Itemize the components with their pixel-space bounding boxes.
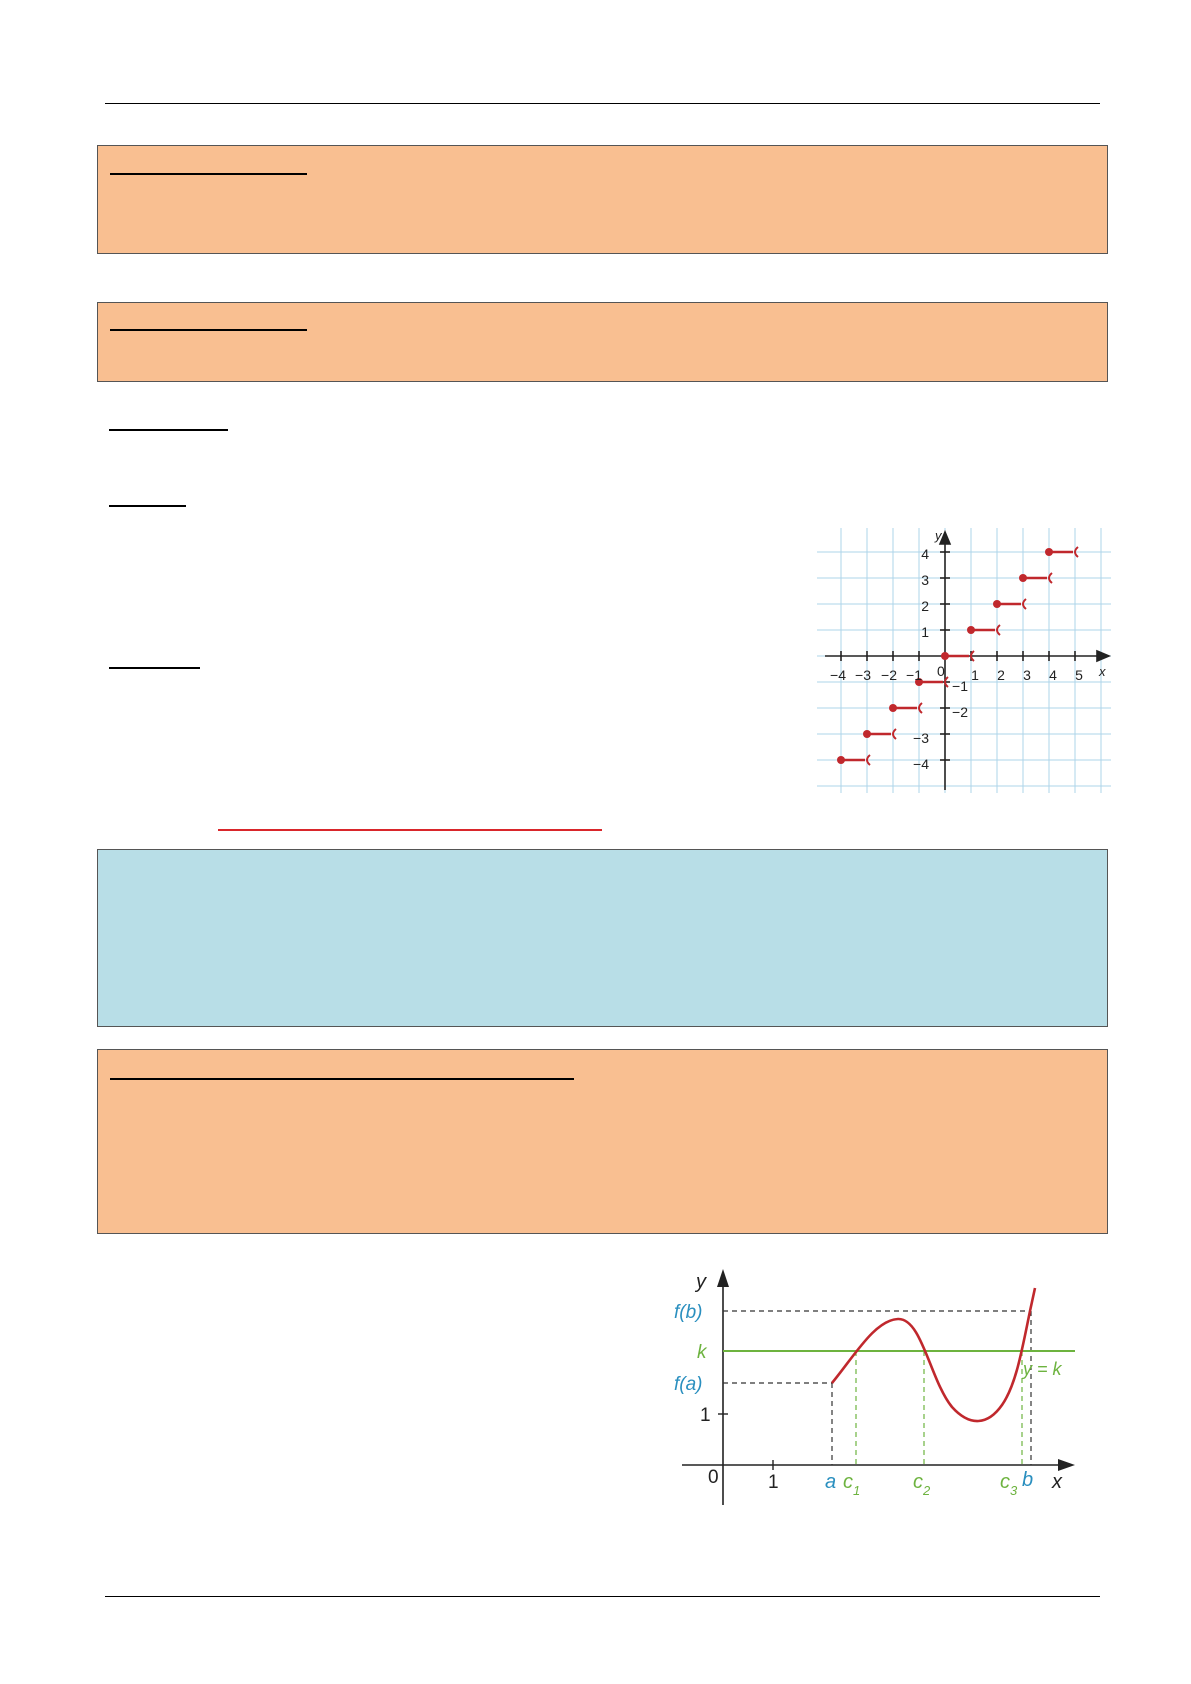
y-tick-label: −1 <box>952 678 968 694</box>
origin-label: 0 <box>937 663 945 679</box>
x-tick-label: 5 <box>1075 667 1083 683</box>
x-tick-label: −2 <box>881 667 897 683</box>
y-tick-label: 3 <box>921 572 929 588</box>
red-underline <box>218 829 602 831</box>
c2-label: $c_2$ <box>913 1471 931 1498</box>
y-tick-label: −2 <box>952 704 968 720</box>
heading-underline <box>110 1078 574 1080</box>
heading-underline <box>109 667 200 669</box>
y-tick-label: 2 <box>921 598 929 614</box>
closed-endpoint <box>837 756 845 764</box>
intermediate-value-graph <box>670 1255 1085 1520</box>
x-tick-label: −1 <box>906 667 922 683</box>
footer-rule <box>105 1596 1100 1597</box>
y-axis-arrow <box>717 1269 729 1287</box>
x-tick-label: 3 <box>1023 667 1031 683</box>
function-curve <box>832 1288 1035 1421</box>
y-tick-one: 1 <box>700 1405 711 1426</box>
header-rule <box>105 103 1100 104</box>
closed-endpoint <box>889 704 897 712</box>
origin-label: 0 <box>708 1467 719 1488</box>
x-axis-label: x <box>1052 1471 1062 1493</box>
y-tick-label: −3 <box>913 730 929 746</box>
x-tick-label: −4 <box>830 667 846 683</box>
x-tick-label: −3 <box>855 667 871 683</box>
definition-box-1 <box>97 145 1108 254</box>
y-tick-label: 4 <box>921 546 929 562</box>
x-tick-one: 1 <box>768 1472 779 1493</box>
c1-label: $c_1$ <box>843 1471 861 1498</box>
x-tick-label: 2 <box>997 667 1005 683</box>
x-axis-arrow <box>1058 1459 1075 1471</box>
c3-label: $c_3$ <box>1000 1471 1018 1498</box>
definition-box-2 <box>97 302 1108 382</box>
theorem-box <box>97 1049 1108 1234</box>
floor-function-graph <box>817 528 1111 793</box>
x-tick-label: 1 <box>971 667 979 683</box>
x-tick-label: 4 <box>1049 667 1057 683</box>
y-tick-label: −4 <box>913 756 929 772</box>
heading-underline <box>110 329 307 331</box>
y-axis-label: y <box>935 528 942 543</box>
heading-underline <box>109 505 186 507</box>
heading-underline <box>109 429 228 431</box>
closed-endpoint <box>1045 548 1053 556</box>
fb-label: f(b) <box>674 1302 703 1323</box>
b-label: b <box>1022 1469 1034 1491</box>
a-label: a <box>825 1471 837 1493</box>
fa-label: f(a) <box>674 1374 703 1395</box>
note-box <box>97 849 1108 1027</box>
y-tick-label: 1 <box>921 624 929 640</box>
heading-underline <box>110 173 307 175</box>
closed-endpoint <box>1019 574 1027 582</box>
y-axis-label: y <box>696 1271 706 1293</box>
closed-endpoint <box>967 626 975 634</box>
closed-endpoint <box>941 652 949 660</box>
closed-endpoint <box>863 730 871 738</box>
closed-endpoint <box>993 600 1001 608</box>
line-k-label: y = k <box>1023 1359 1062 1379</box>
x-axis-label: x <box>1099 664 1106 679</box>
k-label: k <box>697 1342 707 1363</box>
